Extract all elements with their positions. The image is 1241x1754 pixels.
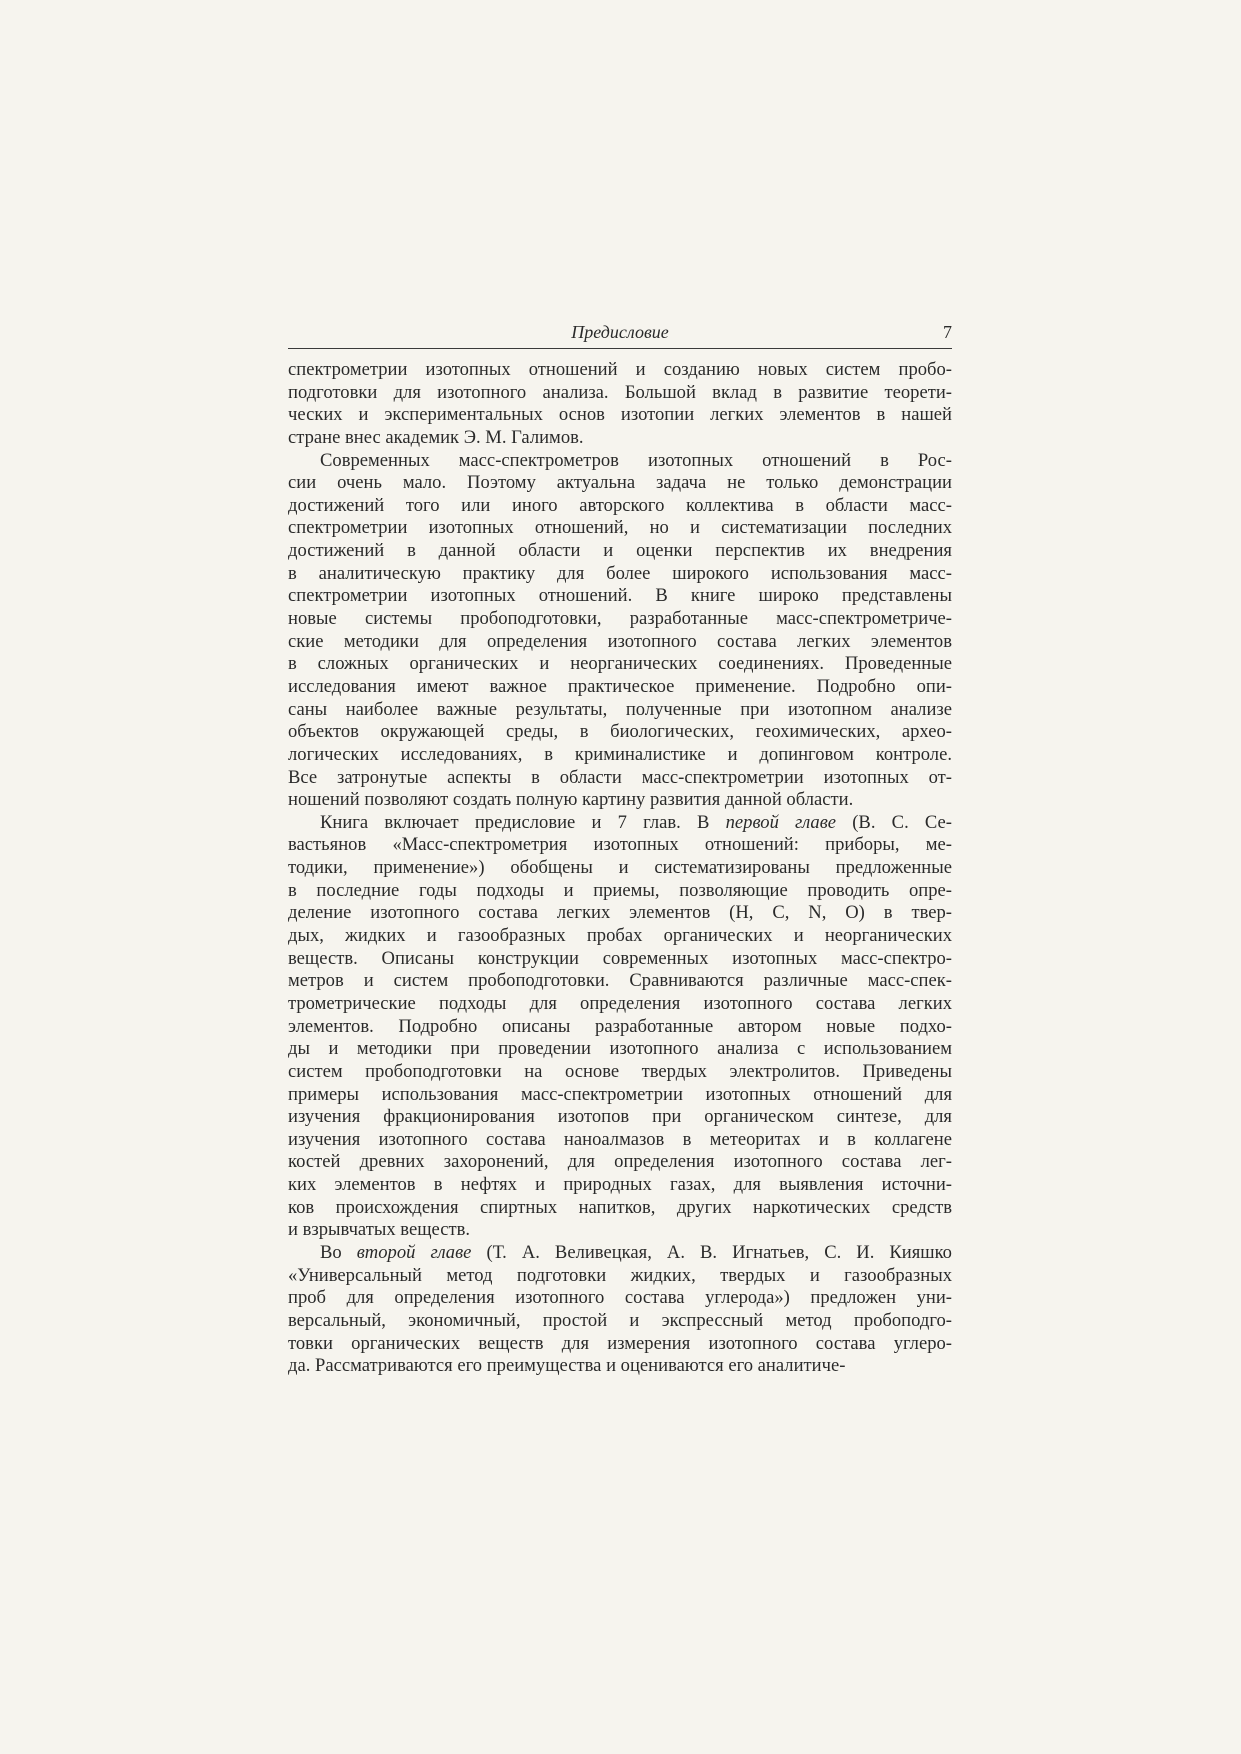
text-line	[288, 653, 952, 676]
text-segment: стране внес академик Э. М. Галимов.	[288, 426, 584, 448]
emphasis-text: первой главе	[725, 811, 837, 833]
text-segment: ких элементов в нефтях и природных газах, для выявления источни-	[288, 1174, 952, 1196]
text-segment: в аналитическую практику для более широкого использования масс-	[288, 562, 952, 584]
text-segment: логических исследованиях, в криминалистике и допинговом контроле.	[288, 743, 952, 765]
text-line	[288, 834, 952, 857]
text-line	[288, 812, 952, 835]
text-segment: ды и методики при проведении изотопного анализа с использованием	[288, 1038, 952, 1060]
text-segment: саны наиболее важные результаты, полученные при изотопном анализе	[288, 698, 952, 720]
book-page	[288, 322, 952, 1378]
text-segment: спектрометрии изотопных отношений и созданию новых систем пробо-	[288, 359, 952, 380]
text-segment: ношений позволяют создать полную картину развития данной области.	[288, 789, 854, 811]
text-segment: исследования имеют важное практическое применение. Подробно опи-	[288, 675, 952, 697]
text-line	[288, 1084, 952, 1107]
text-line	[288, 495, 952, 518]
text-segment: товки органических веществ для измерения изотопного состава углеро-	[288, 1332, 952, 1354]
text-segment: Во	[320, 1241, 357, 1263]
text-line	[288, 1016, 952, 1039]
text-segment: ков происхождения спиртных напитков, других наркотических средств	[288, 1196, 952, 1218]
text-segment: и взрывчатых веществ.	[288, 1219, 471, 1241]
text-line	[288, 1219, 952, 1242]
text-line	[288, 1333, 952, 1356]
text-line	[288, 450, 952, 473]
text-segment: изучения фракционирования изотопов при органическом синтезе, для	[288, 1106, 952, 1128]
text-segment: сии очень мало. Поэтому актуальна задача не только демонстрации	[288, 472, 952, 494]
text-line	[288, 404, 952, 427]
text-segment: подготовки для изотопного анализа. Большой вклад в развитие теорети-	[288, 381, 952, 403]
text-line	[288, 517, 952, 540]
text-line	[288, 359, 952, 382]
text-line	[288, 993, 952, 1016]
text-segment: трометрические подходы для определения изотопного состава легких	[288, 992, 952, 1014]
text-segment: Все затронутые аспекты в области масс-спектрометрии изотопных от-	[288, 766, 952, 788]
paragraph	[288, 1242, 952, 1378]
text-segment: «Универсальный метод подготовки жидких, твердых и газообразных	[288, 1264, 952, 1286]
text-line	[288, 1265, 952, 1288]
text-line	[288, 1242, 952, 1265]
text-line	[288, 563, 952, 586]
running-title: Предисловие	[571, 322, 669, 342]
text-line	[288, 925, 952, 948]
text-line	[288, 744, 952, 767]
running-header	[288, 322, 952, 349]
text-line	[288, 721, 952, 744]
text-line	[288, 948, 952, 971]
text-line	[288, 472, 952, 495]
text-segment: в сложных органических и неорганических соединениях. Проведенные	[288, 653, 952, 675]
text-line	[288, 902, 952, 925]
text-segment: дых, жидких и газообразных пробах органических и неорганических	[288, 925, 952, 947]
text-segment: костей древних захоронений, для определения изотопного состава лег-	[288, 1151, 952, 1173]
text-line	[288, 1061, 952, 1084]
text-line	[288, 1355, 952, 1378]
text-line	[288, 427, 952, 450]
text-line	[288, 880, 952, 903]
emphasis-text: второй главе	[356, 1241, 472, 1263]
body-text	[288, 359, 952, 1378]
text-line	[288, 1129, 952, 1152]
text-line	[288, 970, 952, 993]
paragraph	[288, 450, 952, 812]
text-line	[288, 767, 952, 790]
text-segment: вастьянов «Масс-спектрометрия изотопных отношений: приборы, ме-	[288, 834, 952, 856]
text-segment: проб для определения изотопного состава углерода») предложен уни-	[288, 1287, 952, 1309]
text-line	[288, 1151, 952, 1174]
text-line	[288, 1287, 952, 1310]
text-segment: новые системы пробоподготовки, разработанные масс-спектрометриче-	[288, 608, 952, 630]
text-segment: (Т. А. Веливецкая, А. В. Игнатьев, С. И. Кияшко	[471, 1241, 952, 1263]
text-line	[288, 1106, 952, 1129]
text-line	[288, 699, 952, 722]
text-segment: элементов. Подробно описаны разработанные автором новые подхо-	[288, 1015, 952, 1037]
text-segment: объектов окружающей среды, в биологических, геохимических, архео-	[288, 721, 952, 743]
text-segment: достижений того или иного авторского коллектива в области масс-	[288, 494, 952, 516]
text-segment: в последние годы подходы и приемы, позволяющие проводить опре-	[288, 879, 952, 901]
text-segment: достижений в данной области и оценки перспектив их внедрения	[288, 540, 952, 562]
text-segment: спектрометрии изотопных отношений. В книге широко представлены	[288, 585, 952, 607]
text-line	[288, 789, 952, 812]
text-segment: версальный, экономичный, простой и экспрессный метод пробоподго-	[288, 1309, 952, 1331]
text-segment: Современных масс-спектрометров изотопных отношений в Рос-	[320, 449, 952, 471]
text-segment: ческих и экспериментальных основ изотопии легких элементов в нашей	[288, 404, 952, 426]
text-line	[288, 631, 952, 654]
text-line	[288, 382, 952, 405]
text-line	[288, 1174, 952, 1197]
text-segment: Книга включает предисловие и 7 глав. В	[320, 811, 726, 833]
text-segment: ские методики для определения изотопного состава легких элементов	[288, 630, 952, 652]
text-line	[288, 1310, 952, 1333]
page-number: 7	[943, 322, 952, 342]
text-line	[288, 608, 952, 631]
text-line	[288, 585, 952, 608]
text-segment: да. Рассматриваются его преимущества и оцениваются его аналитиче-	[288, 1355, 846, 1377]
text-segment: веществ. Описаны конструкции современных изотопных масс-спектро-	[288, 947, 952, 969]
text-segment: (В. С. Се-	[836, 811, 952, 833]
text-segment: тодики, применение») обобщены и систематизированы предложенные	[288, 857, 952, 879]
text-segment: систем пробоподготовки на основе твердых электролитов. Приведены	[288, 1060, 952, 1082]
text-segment: изучения изотопного состава наноалмазов в метеоритах и в коллагене	[288, 1128, 952, 1150]
text-line	[288, 540, 952, 563]
text-line	[288, 1038, 952, 1061]
text-segment: спектрометрии изотопных отношений, но и систематизации последних	[288, 517, 952, 539]
text-segment: примеры использования масс-спектрометрии изотопных отношений для	[288, 1083, 952, 1105]
text-line	[288, 1197, 952, 1220]
text-line	[288, 857, 952, 880]
text-segment: метров и систем пробоподготовки. Сравниваются различные масс-спек-	[288, 970, 952, 992]
text-line	[288, 676, 952, 699]
paragraph	[288, 812, 952, 1242]
text-segment: деление изотопного состава легких элементов (H, C, N, O) в твер-	[288, 902, 952, 924]
paragraph	[288, 359, 952, 450]
